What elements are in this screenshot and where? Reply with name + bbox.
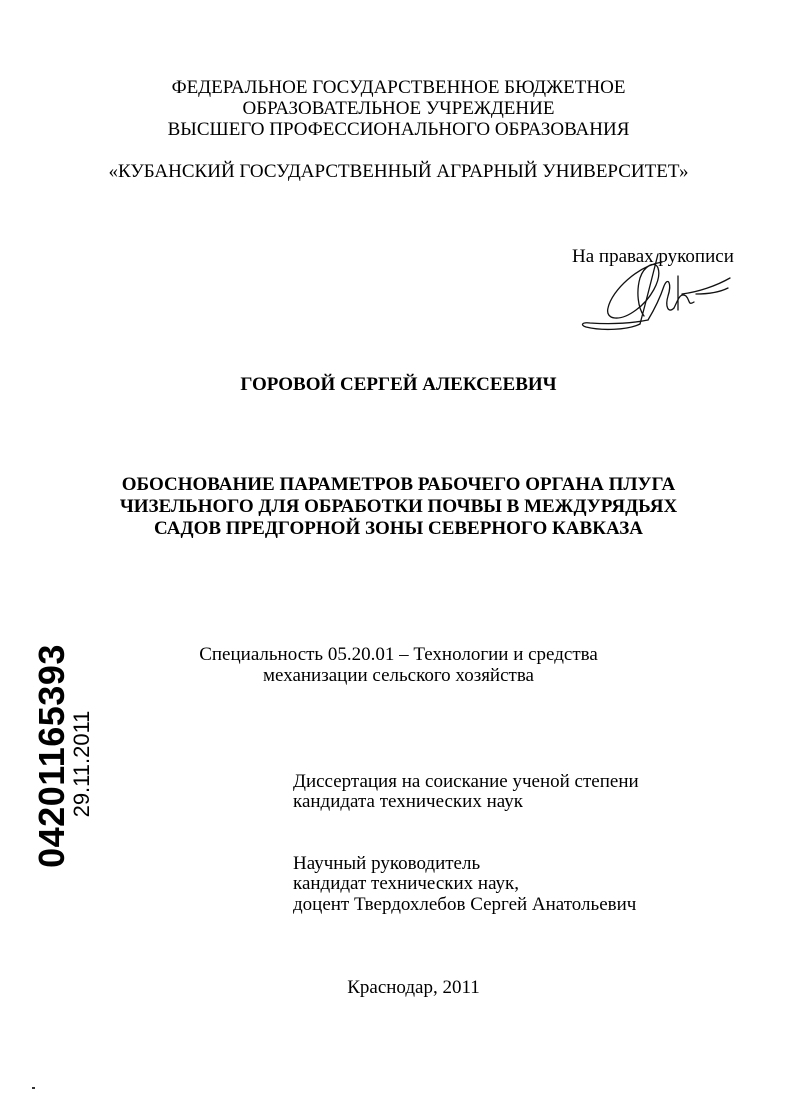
header-line-3: ВЫСШЕГО ПРОФЕССИОНАЛЬНОГО ОБРАЗОВАНИЯ [167, 119, 630, 140]
signature-icon [578, 240, 738, 335]
header-line-2: ОБРАЗОВАТЕЛЬНОЕ УЧРЕЖДЕНИЕ [242, 98, 555, 119]
specialty-line-2: механизации сельского хозяйства [262, 665, 534, 686]
title-line-1: ОБОСНОВАНИЕ ПАРАМЕТРОВ РАБОЧЕГО ОРГАНА ПЛУГА [121, 474, 676, 495]
supervisor-line-3: доцент Твердохлебов Сергей Анатольевич [293, 894, 637, 915]
header-line-1: ФЕДЕРАЛЬНОЕ ГОСУДАРСТВЕННОЕ БЮДЖЕТНОЕ [171, 77, 626, 98]
specialty-line-1: Специальность 05.20.01 – Технологии и средства [199, 644, 598, 665]
university-name: «КУБАНСКИЙ ГОСУДАРСТВЕННЫЙ АГРАРНЫЙ УНИВЕРСИТЕТ» [108, 161, 689, 182]
title-line-2: ЧИЗЕЛЬНОГО ДЛЯ ОБРАБОТКИ ПОЧВЫ В МЕЖДУРЯДЬЯХ [119, 496, 678, 517]
title-line-3: САДОВ ПРЕДГОРНОЙ ЗОНЫ СЕВЕРНОГО КАВКАЗА [154, 518, 643, 539]
registration-stamp-date: 29.11.2011 [69, 710, 94, 818]
scan-speck [32, 1087, 35, 1089]
degree-line-1: Диссертация на соискание ученой степени [293, 771, 639, 792]
place-year: Краснодар, 2011 [347, 977, 480, 998]
supervisor-line-2: кандидат технических наук, [293, 873, 520, 894]
supervisor-line-1: Научный руководитель [293, 853, 481, 874]
rights-note: На правах рукописи [572, 246, 734, 267]
registration-stamp-code: 04201165393 [31, 644, 72, 868]
degree-line-2: кандидата технических наук [293, 791, 523, 812]
author-name: ГОРОВОЙ СЕРГЕЙ АЛЕКСЕЕВИЧ [240, 374, 557, 395]
